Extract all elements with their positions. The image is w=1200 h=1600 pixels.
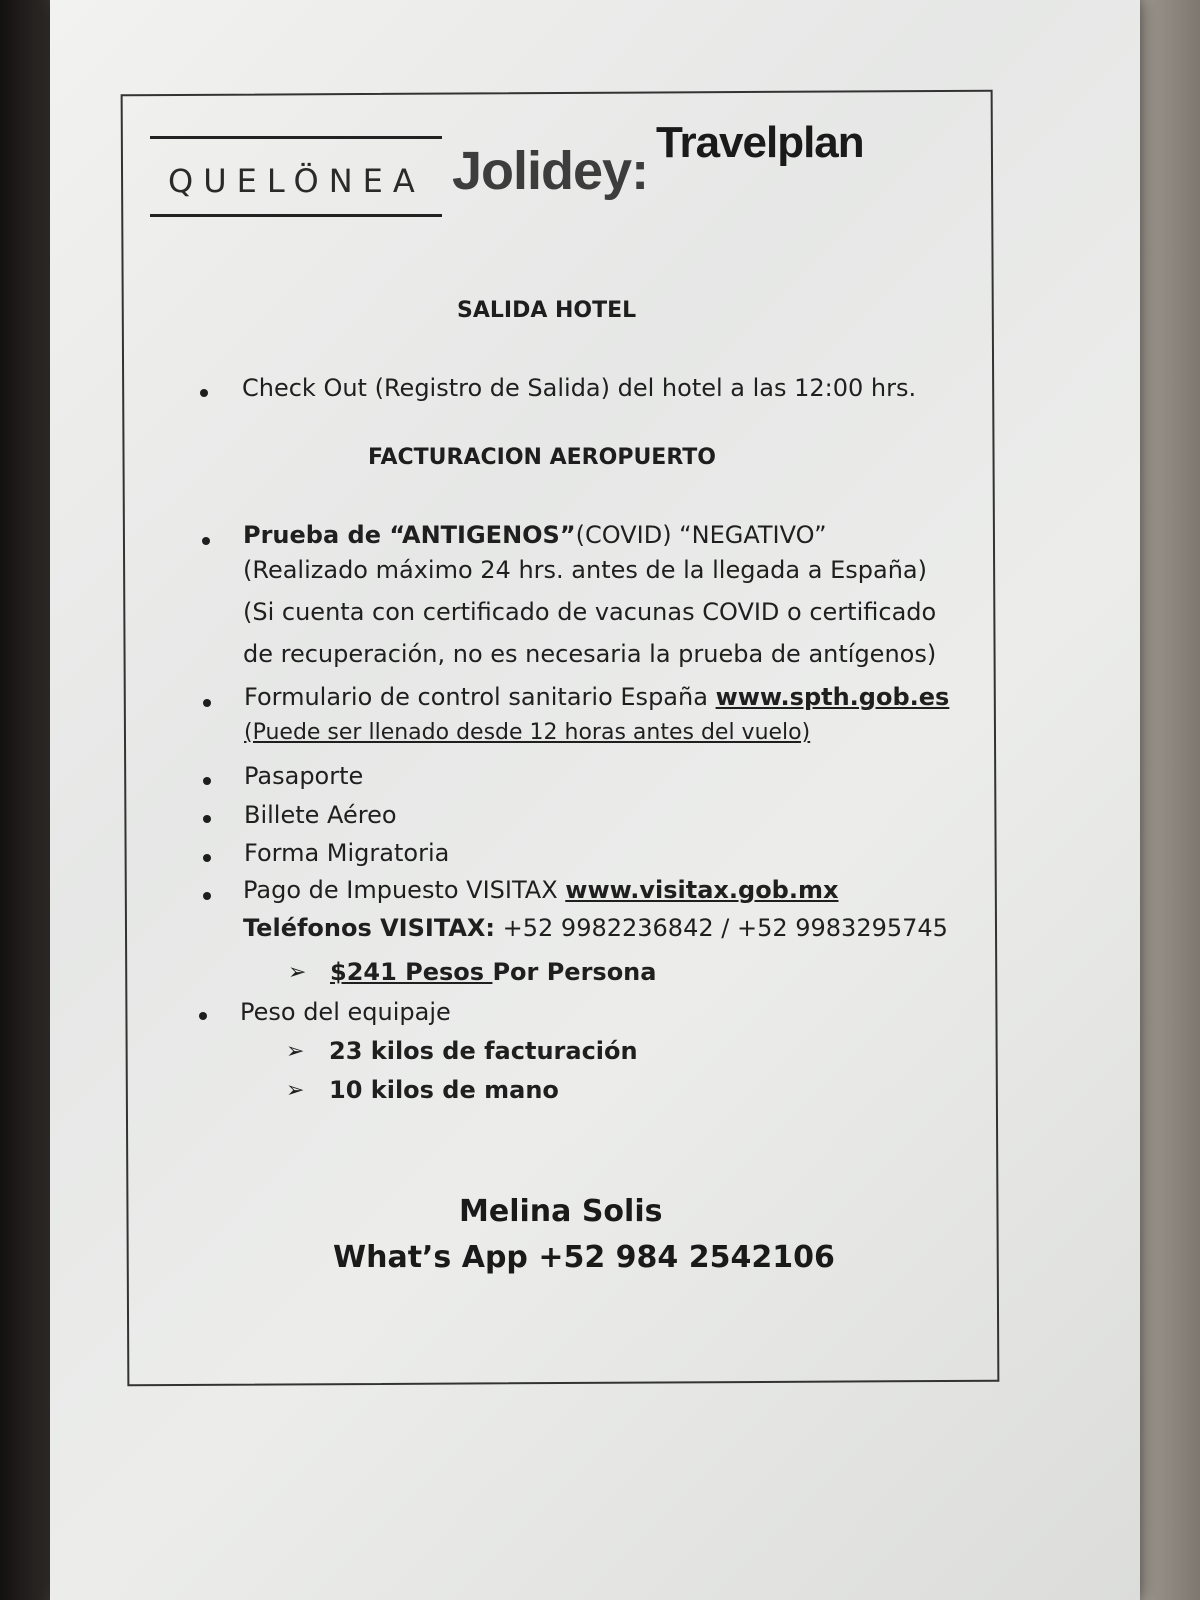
bullet — [203, 854, 211, 862]
list-item-antigen-test — [243, 521, 827, 549]
section-title-airport: FACTURACION AEROPUERTO — [368, 445, 716, 470]
visitax-phones — [243, 914, 948, 942]
bullet — [200, 389, 208, 397]
brand-subtitle: Travelplan — [656, 118, 864, 167]
antigen-note-1: (Realizado máximo 24 hrs. antes de la llegada a España) — [243, 556, 927, 584]
luggage-hand: 10 kilos de mano — [329, 1076, 559, 1104]
visitax-price-rest: Por Persona — [492, 958, 657, 986]
arrow-bullet: ➢ — [286, 1078, 305, 1103]
arrow-bullet: ➢ — [288, 960, 307, 985]
visitax-phones-label: Teléfonos VISITAX: — [243, 914, 496, 942]
list-item-health-form — [244, 683, 949, 711]
section-title-hotel: SALIDA HOTEL — [457, 298, 637, 323]
arrow-bullet: ➢ — [286, 1039, 305, 1064]
visitax-phones-numbers: +52 9982236842 / +52 9983295745 — [495, 914, 948, 942]
health-form-label: Formulario de control sanitario España — [244, 683, 716, 711]
brand-name: Jolidey: — [452, 141, 649, 201]
visitax-link[interactable]: www.visitax.gob.mx — [565, 876, 839, 904]
bullet — [203, 815, 211, 823]
health-form-link[interactable]: www.spth.gob.es — [715, 683, 950, 711]
visitax-price — [330, 958, 656, 986]
visitax-label: Pago de Impuesto VISITAX — [243, 876, 566, 904]
contact-name: Melina Solis — [459, 1194, 663, 1229]
luggage-checked: 23 kilos de facturación — [329, 1037, 638, 1065]
antigen-note-2: (Si cuenta con certificado de vacunas COVID o certificado — [243, 598, 937, 626]
contact-whatsapp: What’s App +52 984 2542106 — [333, 1240, 835, 1275]
bullet — [199, 1012, 207, 1020]
quelonea-logo — [150, 130, 442, 220]
list-item-luggage: Peso del equipaje — [240, 998, 451, 1026]
logo-bottom-rule — [150, 214, 442, 217]
bullet — [203, 699, 211, 707]
bullet — [203, 892, 211, 900]
visitax-price-amount: $241 Pesos — [330, 958, 493, 986]
list-item-migration-form: Forma Migratoria — [244, 839, 450, 867]
antigen-label-bold: Prueba de “ANTIGENOS” — [243, 521, 576, 549]
antigen-note-3: de recuperación, no es necesaria la prueba de antígenos) — [243, 640, 937, 668]
list-item-passport: Pasaporte — [244, 762, 364, 790]
list-item-checkout: Check Out (Registro de Salida) del hotel a las 12:00 hrs. — [242, 374, 917, 402]
bullet — [203, 777, 211, 785]
list-item-visitax — [243, 876, 838, 904]
bullet — [202, 537, 210, 545]
list-item-ticket: Billete Aéreo — [244, 801, 397, 829]
antigen-label-rest: (COVID) “NEGATIVO” — [575, 521, 827, 549]
health-form-note: (Puede ser llenado desde 12 horas antes del vuelo) — [244, 720, 811, 745]
logo-top-rule — [150, 136, 442, 139]
logo-text: QUELÖNEA — [168, 162, 425, 200]
